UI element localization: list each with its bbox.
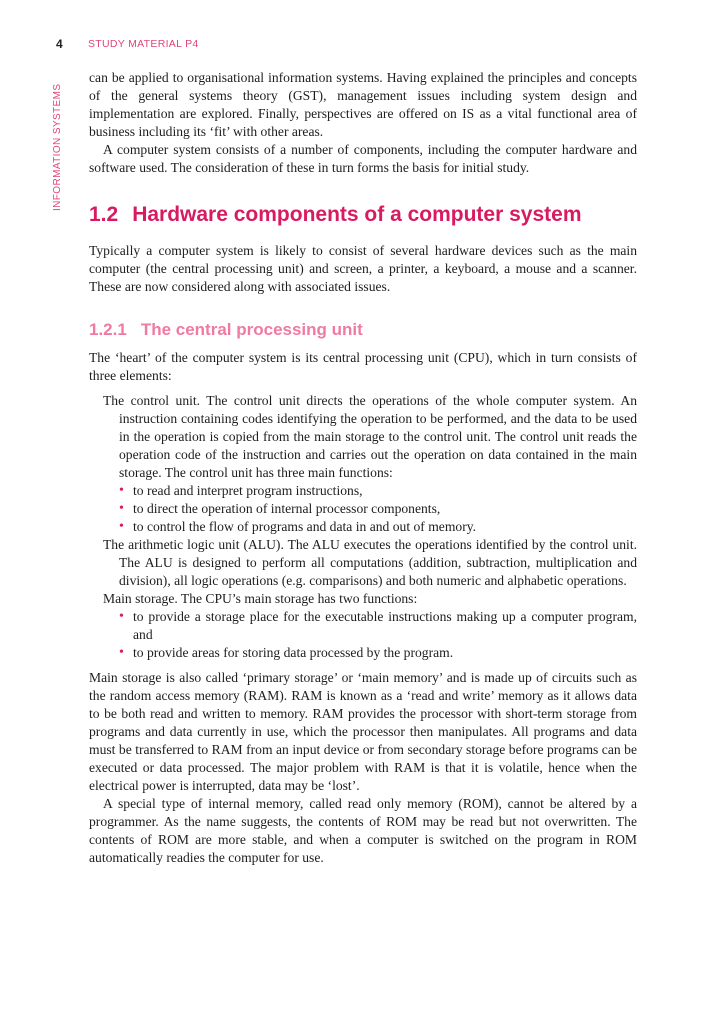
control-unit-functions-list <box>89 482 637 536</box>
main-storage-functions-list <box>89 608 637 662</box>
main-storage-text: The CPU’s main storage has two functions: <box>177 591 418 606</box>
page-number: 4 <box>56 37 63 51</box>
side-chapter-label: INFORMATION SYSTEMS <box>52 83 63 211</box>
list-item: • to direct the operation of internal processor components, <box>119 500 637 518</box>
list-item: • to read and interpret program instructions, <box>119 482 637 500</box>
main-storage-definition <box>89 590 637 608</box>
alu-text: (ALU). The ALU executes the operations identified by the control unit. The ALU is designed to perform all computations (addition, subtraction, multiplication and division), all logic operations (e.g. comparisons) and both numeric and alphabetic operations. <box>119 537 638 588</box>
alu-definition <box>89 536 637 590</box>
page-body <box>89 69 637 867</box>
list-item: • to provide a storage place for the executable instructions making up a computer program, and <box>119 608 637 644</box>
subsection-intro: The ‘heart’ of the computer system is its central processing unit (CPU), which in turn consists of three elements: <box>89 350 637 383</box>
ram-paragraph: Main storage is also called ‘primary storage’ or ‘main memory’ and is made up of circuits such as the random access memory (RAM). RAM is known as a ‘read and write’ memory as it allows data to be both read and written to memory. RAM provides the processor with short-term storage from programs and data currently in use, which the processor then manipulates. All programs and data must be transferred to RAM from an input device or from secondary storage before programs can be executed or data processed. The major problem with RAM is that it is volatile, hence when the electrical power is interrupted, data may be ‘lost’. <box>89 670 637 793</box>
section-heading <box>89 202 637 228</box>
running-header: STUDY MATERIAL P4 <box>88 38 199 50</box>
subsection-number: 1.2.1 <box>89 320 127 339</box>
section-title: Hardware components of a computer system <box>132 203 582 226</box>
subsection-title: The central processing unit <box>140 320 363 339</box>
list-item: • to control the flow of programs and data in and out of memory. <box>119 518 637 536</box>
list-item: • to provide areas for storing data processed by the program. <box>119 644 637 662</box>
intro-paragraph-1: can be applied to organisational information systems. Having explained the principles and concepts of the general systems theory (GST), management issues including system design and implementation are explored. Finally, perspectives are offered on IS as a vital functional area of business including its ‘fit’ with other areas. <box>89 70 637 139</box>
section-paragraph: Typically a computer system is likely to consist of several hardware devices such as the main computer (the central processing unit) and screen, a printer, a keyboard, a mouse and a scanner. These are now considered along with associated issues. <box>89 243 637 294</box>
subsection-heading <box>89 319 637 341</box>
rom-paragraph: A special type of internal memory, called read only memory (ROM), cannot be altered by a programmer. As the name suggests, the contents of ROM may be read but not overwritten. The contents of ROM are more stable, and when a computer is switched on the program in ROM automatically readies the computer for use. <box>89 796 637 865</box>
section-number: 1.2 <box>89 203 119 226</box>
control-unit-term: The control unit. <box>103 393 201 408</box>
intro-paragraph-2: A computer system consists of a number of components, including the computer hardware and software used. The consideration of these in turn forms the basis for initial study. <box>89 142 637 175</box>
alu-term: The arithmetic logic unit <box>103 537 240 552</box>
control-unit-text: The control unit directs the operations of the whole computer system. An instruction containing codes identifying the operation to be performed, and the data to be used in the operation is copied from the main storage to the control unit. The control unit reads the operation code of the instruction and carries out the operation on data contained in the main storage. The control unit has three main functions: <box>119 393 637 480</box>
control-unit-definition <box>89 392 637 482</box>
main-storage-term: Main storage. <box>103 591 178 606</box>
